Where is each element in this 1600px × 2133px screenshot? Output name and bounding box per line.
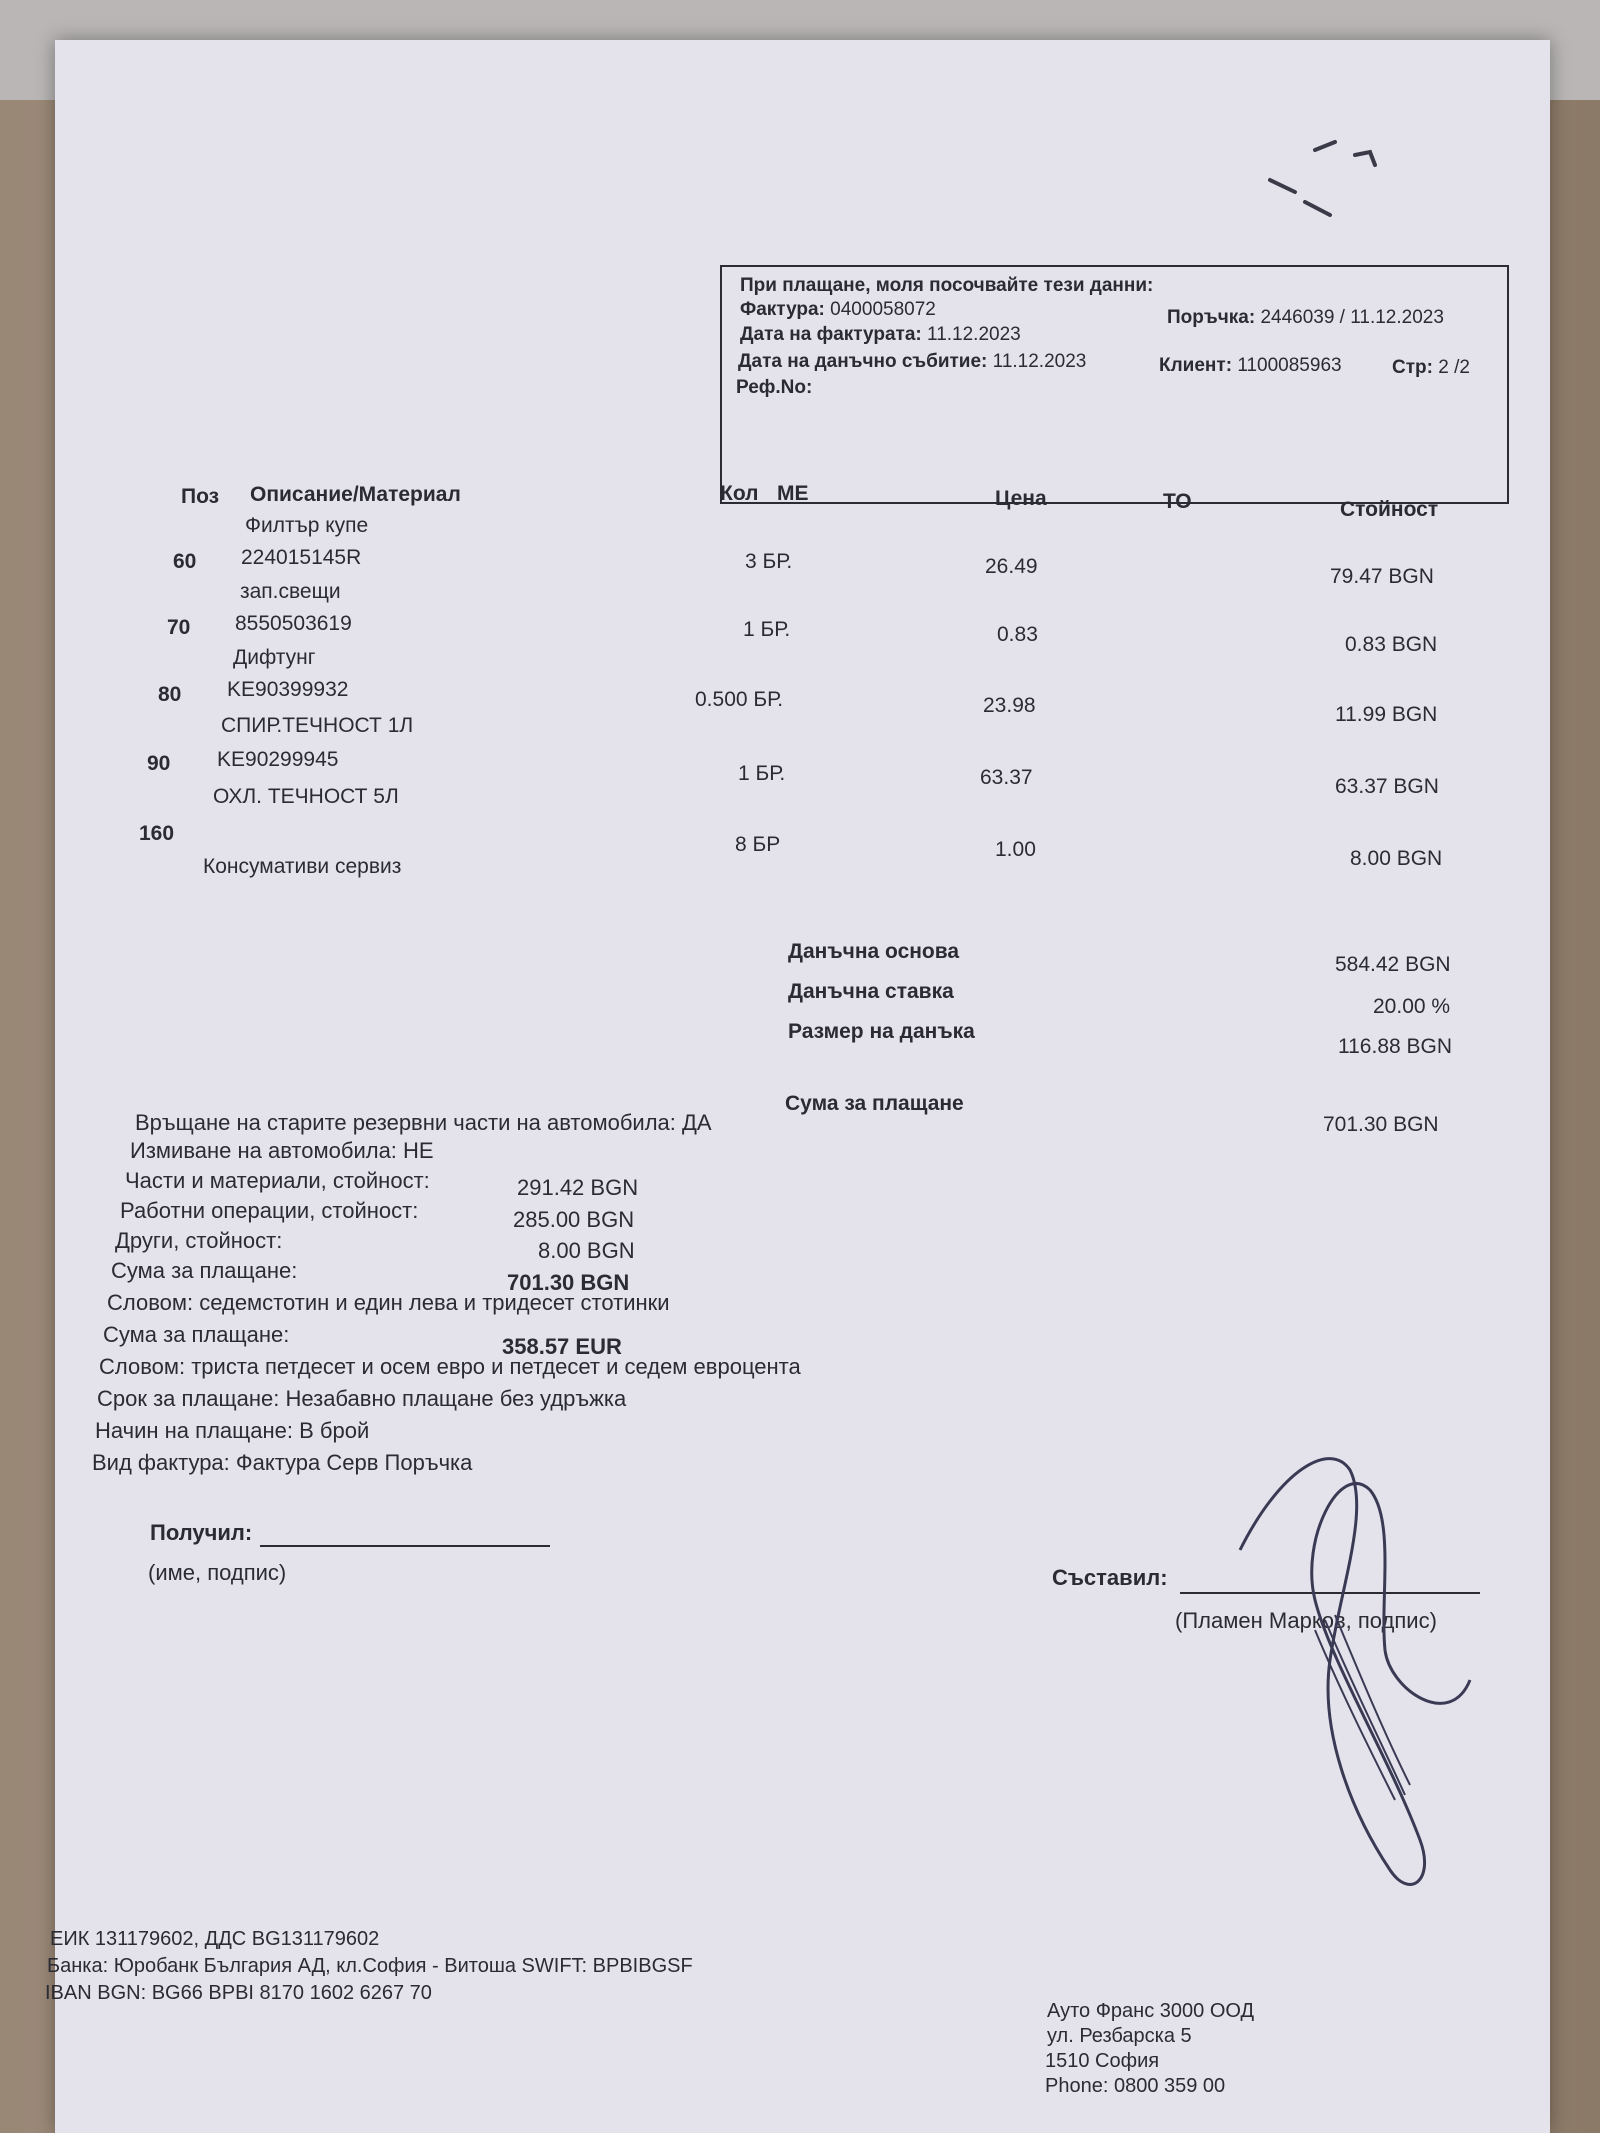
box-title: При плащане, моля посочвайте тези данни:: [740, 275, 1154, 296]
item-description: ОХЛ. ТЕЧНОСТ 5Л: [213, 785, 399, 808]
item-value: 0.83 BGN: [1345, 633, 1438, 656]
other-cost-value: 8.00 BGN: [538, 1238, 635, 1263]
item-qty: 3 БР.: [745, 550, 793, 573]
item-price: 23.98: [983, 694, 1036, 717]
labor-cost-label: Работни операции, стойност:: [120, 1198, 419, 1223]
tax-amount-value: 116.88 BGN: [1338, 1035, 1453, 1058]
item-pos: 160: [139, 822, 175, 845]
parts-cost-value: 291.42 BGN: [517, 1175, 639, 1200]
tax-base-value: 584.42 BGN: [1335, 953, 1451, 976]
labor-cost-value: 285.00 BGN: [513, 1207, 635, 1232]
col-to: ТО: [1163, 490, 1192, 513]
handwritten-signature: [1220, 1430, 1480, 1900]
tax-rate-value: 20.00 %: [1373, 995, 1451, 1018]
item-code: Консумативи сервиз: [203, 855, 402, 878]
item-value: 8.00 BGN: [1350, 847, 1443, 870]
item-qty: 1 БР.: [738, 762, 786, 785]
pen-marks: [1260, 130, 1410, 225]
item-pos: 80: [158, 683, 182, 706]
parts-cost-label: Части и материали, стойност:: [125, 1168, 430, 1193]
item-code: KE90299945: [217, 748, 339, 771]
item-code: 8550503619: [235, 612, 352, 635]
invoice-type: Вид фактура: Фактура Серв Поръчка: [92, 1450, 473, 1475]
invoice-number: Фактура: 0400058072: [740, 299, 936, 320]
footer-city: 1510 София: [1045, 2050, 1160, 2072]
col-value: Стойност: [1340, 498, 1439, 521]
tax-event-date: Дата на данъчно събитие: 11.12.2023: [738, 351, 1087, 372]
item-price: 26.49: [985, 555, 1038, 578]
payment-info-box: [720, 265, 1509, 504]
footer-phone: Phone: 0800 359 00: [1045, 2075, 1226, 2097]
item-qty: 1 БР.: [743, 618, 791, 641]
item-pos: 90: [147, 752, 171, 775]
item-description: Дифтунг: [233, 646, 316, 669]
item-pos: 70: [167, 616, 191, 639]
payment-method: Начин на плащане: В брой: [95, 1418, 370, 1443]
page-number: Стр: 2 /2: [1392, 357, 1470, 378]
item-pos: 60: [173, 550, 197, 573]
return-parts-note: Връщане на старите резервни части на автомобила: ДА: [135, 1110, 712, 1135]
item-description: зап.свещи: [240, 580, 341, 603]
col-unit: МЕ: [777, 482, 809, 505]
received-sublabel: (име, подпис): [148, 1560, 287, 1585]
footer-iban: IBAN BGN: BG66 BPBI 8170 1602 6267 70: [45, 1982, 432, 2004]
invoice-date: Дата на фактурата: 11.12.2023: [740, 324, 1021, 345]
amount-due-value: 701.30 BGN: [1323, 1113, 1439, 1136]
sum-eur-label: Сума за плащане:: [103, 1322, 290, 1347]
item-description: СПИР.ТЕЧНОСТ 1Л: [221, 714, 414, 737]
sum-eur-words: Словом: триста петдесет и осем евро и петдесет и седем евроцента: [99, 1354, 801, 1379]
order-number: Поръчка: 2446039 / 11.12.2023: [1167, 307, 1444, 328]
received-signature-line: [260, 1545, 550, 1547]
amount-due-label: Сума за плащане: [785, 1092, 964, 1115]
sum-eur-value: 358.57 EUR: [502, 1334, 622, 1359]
item-price: 1.00: [995, 838, 1036, 861]
footer-company-name: Ауто Франс 3000 ООД: [1047, 2000, 1255, 2022]
sum-bgn-value: 701.30 BGN: [507, 1270, 630, 1295]
item-value: 11.99 BGN: [1335, 703, 1438, 726]
col-qty: Кол: [720, 482, 759, 505]
col-pos: Поз: [181, 485, 220, 508]
footer-street: ул. Резбарска 5: [1047, 2025, 1192, 2047]
sum-bgn-words: Словом: седемстотин и един лева и тридесет стотинки: [107, 1290, 670, 1315]
item-price: 0.83: [997, 623, 1038, 646]
item-qty: 0.500 БР.: [695, 688, 784, 711]
tax-base-label: Данъчна основа: [788, 940, 960, 963]
issued-sublabel: (Пламен Марков, подпис): [1175, 1608, 1437, 1633]
tax-rate-label: Данъчна ставка: [788, 980, 954, 1003]
footer-company-ids: ЕИК 131179602, ДДС BG131179602: [50, 1928, 380, 1950]
item-description: Филтър купе: [245, 514, 369, 537]
item-code: 224015145R: [241, 546, 362, 569]
item-qty: 8 БР: [735, 833, 781, 856]
item-value: 63.37 BGN: [1335, 775, 1439, 798]
item-code: KE90399932: [227, 678, 349, 701]
other-cost-label: Други, стойност:: [115, 1228, 283, 1253]
tax-amount-label: Размер на данъка: [788, 1020, 975, 1043]
item-value: 79.47 BGN: [1330, 565, 1434, 588]
item-price: 63.37: [980, 766, 1033, 789]
wash-note: Измиване на автомобила: НЕ: [130, 1138, 434, 1163]
issued-label: Съставил:: [1052, 1565, 1168, 1590]
ref-number-label: Реф.No:: [736, 377, 813, 398]
col-description: Описание/Материал: [250, 483, 461, 506]
footer-bank: Банка: Юробанк България АД, кл.София - Витоша SWIFT: BPBIBGSF: [47, 1955, 693, 1977]
received-label: Получил:: [150, 1520, 253, 1545]
payment-term: Срок за плащане: Незабавно плащане без удръжка: [97, 1386, 627, 1411]
col-price: Цена: [995, 487, 1047, 510]
sum-bgn-label: Сума за плащане:: [111, 1258, 298, 1283]
client-number: Клиент: 1100085963: [1159, 355, 1342, 376]
